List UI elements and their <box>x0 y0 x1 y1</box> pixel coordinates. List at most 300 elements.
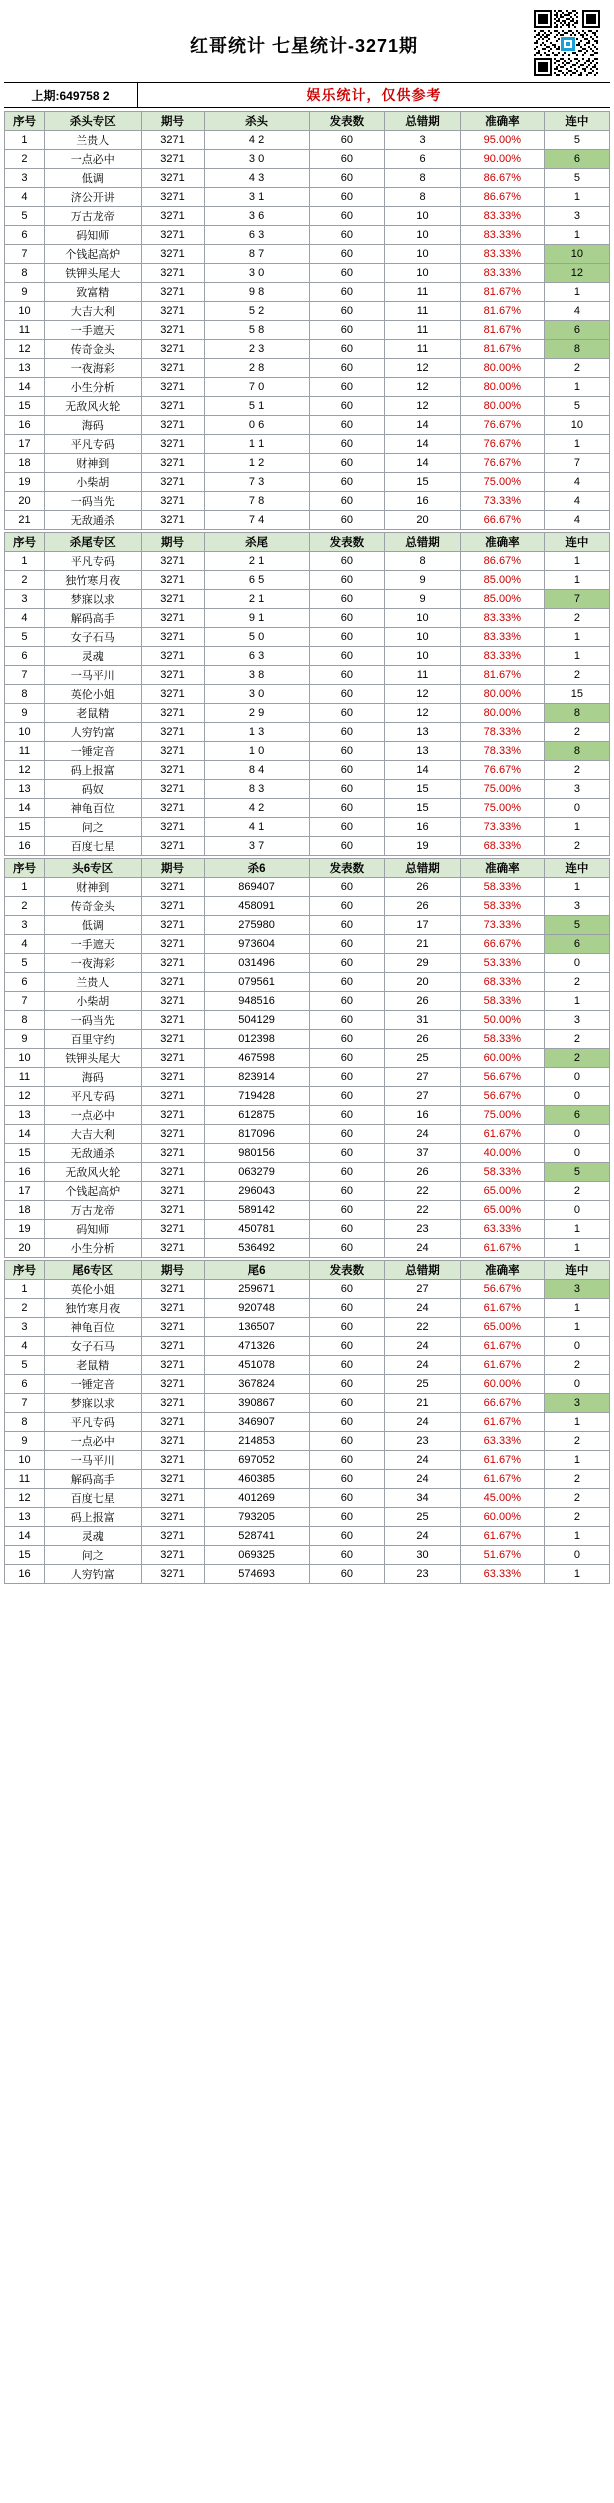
cell-序号: 19 <box>5 1220 45 1239</box>
cell-准确率: 60.00% <box>460 1508 544 1527</box>
cell-期号: 3271 <box>141 1451 204 1470</box>
column-header: 总错期 <box>385 112 461 131</box>
cell-期号: 3271 <box>141 454 204 473</box>
cell-期号: 3271 <box>141 188 204 207</box>
cell-杀头: 7 3 <box>204 473 309 492</box>
cell-序号: 12 <box>5 1489 45 1508</box>
cell-总错期: 9 <box>385 590 461 609</box>
cell-准确率: 95.00% <box>460 131 544 150</box>
cell-期号: 3271 <box>141 1049 204 1068</box>
qr-code-icon <box>534 10 600 76</box>
cell-尾6专区: 平凡专码 <box>44 1413 141 1432</box>
cell-连中: 4 <box>544 302 609 321</box>
cell-准确率: 66.67% <box>460 511 544 530</box>
cell-连中: 0 <box>544 1546 609 1565</box>
cell-期号: 3271 <box>141 723 204 742</box>
cell-准确率: 83.33% <box>460 609 544 628</box>
cell-连中: 3 <box>544 780 609 799</box>
cell-总错期: 24 <box>385 1299 461 1318</box>
cell-总错期: 31 <box>385 1011 461 1030</box>
cell-杀头专区: 平凡专码 <box>44 435 141 454</box>
cell-期号: 3271 <box>141 378 204 397</box>
cell-准确率: 66.67% <box>460 1394 544 1413</box>
cell-发表数: 60 <box>309 1318 385 1337</box>
cell-杀尾: 4 1 <box>204 818 309 837</box>
cell-总错期: 14 <box>385 435 461 454</box>
column-header: 准确率 <box>460 112 544 131</box>
cell-连中: 1 <box>544 283 609 302</box>
cell-准确率: 76.67% <box>460 761 544 780</box>
cell-准确率: 58.33% <box>460 992 544 1011</box>
cell-准确率: 58.33% <box>460 897 544 916</box>
cell-序号: 10 <box>5 1049 45 1068</box>
cell-总错期: 10 <box>385 264 461 283</box>
cell-总错期: 15 <box>385 473 461 492</box>
cell-准确率: 83.33% <box>460 647 544 666</box>
cell-总错期: 27 <box>385 1280 461 1299</box>
cell-头6专区: 百里守约 <box>44 1030 141 1049</box>
cell-序号: 17 <box>5 1182 45 1201</box>
cell-总错期: 16 <box>385 1106 461 1125</box>
cell-序号: 21 <box>5 511 45 530</box>
cell-发表数: 60 <box>309 397 385 416</box>
cell-准确率: 58.33% <box>460 878 544 897</box>
cell-发表数: 60 <box>309 935 385 954</box>
cell-连中: 2 <box>544 1356 609 1375</box>
cell-总错期: 10 <box>385 628 461 647</box>
cell-序号: 7 <box>5 666 45 685</box>
info-bar <box>4 82 610 108</box>
cell-杀头: 0 6 <box>204 416 309 435</box>
cell-连中: 3 <box>544 1394 609 1413</box>
cell-期号: 3271 <box>141 416 204 435</box>
table-row <box>5 1299 610 1318</box>
cell-杀6: 948516 <box>204 992 309 1011</box>
cell-序号: 13 <box>5 780 45 799</box>
cell-尾6专区: 独竹寒月夜 <box>44 1299 141 1318</box>
cell-准确率: 75.00% <box>460 780 544 799</box>
cell-连中: 10 <box>544 416 609 435</box>
cell-期号: 3271 <box>141 897 204 916</box>
cell-尾6: 367824 <box>204 1375 309 1394</box>
cell-总错期: 10 <box>385 609 461 628</box>
table-row <box>5 1356 610 1375</box>
cell-杀头专区: 小柴胡 <box>44 473 141 492</box>
cell-发表数: 60 <box>309 454 385 473</box>
cell-序号: 6 <box>5 647 45 666</box>
cell-杀头专区: 传奇金头 <box>44 340 141 359</box>
cell-尾6: 528741 <box>204 1527 309 1546</box>
cell-连中: 1 <box>544 1239 609 1258</box>
cell-连中: 8 <box>544 742 609 761</box>
cell-期号: 3271 <box>141 321 204 340</box>
table-row <box>5 378 610 397</box>
cell-连中: 2 <box>544 1508 609 1527</box>
cell-序号: 4 <box>5 935 45 954</box>
cell-发表数: 60 <box>309 897 385 916</box>
cell-杀6: 031496 <box>204 954 309 973</box>
cell-发表数: 60 <box>309 1239 385 1258</box>
cell-总错期: 12 <box>385 704 461 723</box>
table-row <box>5 973 610 992</box>
page-title-wrap <box>74 10 534 58</box>
cell-总错期: 37 <box>385 1144 461 1163</box>
cell-尾6专区: 英伦小姐 <box>44 1280 141 1299</box>
cell-序号: 2 <box>5 897 45 916</box>
cell-总错期: 24 <box>385 1527 461 1546</box>
table-row <box>5 302 610 321</box>
cell-杀尾: 1 3 <box>204 723 309 742</box>
cell-序号: 17 <box>5 435 45 454</box>
cell-发表数: 60 <box>309 1220 385 1239</box>
cell-尾6: 346907 <box>204 1413 309 1432</box>
cell-准确率: 60.00% <box>460 1375 544 1394</box>
cell-总错期: 14 <box>385 454 461 473</box>
cell-发表数: 60 <box>309 666 385 685</box>
cell-准确率: 83.33% <box>460 628 544 647</box>
cell-杀头专区: 一手遮天 <box>44 321 141 340</box>
cell-准确率: 76.67% <box>460 435 544 454</box>
cell-发表数: 60 <box>309 1068 385 1087</box>
cell-尾6专区: 问之 <box>44 1546 141 1565</box>
table-row <box>5 628 610 647</box>
column-header: 准确率 <box>460 1261 544 1280</box>
cell-总错期: 10 <box>385 647 461 666</box>
cell-连中: 4 <box>544 473 609 492</box>
column-header: 总错期 <box>385 533 461 552</box>
cell-连中: 2 <box>544 1049 609 1068</box>
cell-期号: 3271 <box>141 1565 204 1584</box>
cell-杀头: 2 3 <box>204 340 309 359</box>
column-header: 杀尾专区 <box>44 533 141 552</box>
table-row <box>5 454 610 473</box>
cell-杀头: 5 8 <box>204 321 309 340</box>
cell-杀6: 612875 <box>204 1106 309 1125</box>
cell-总错期: 11 <box>385 302 461 321</box>
column-header: 总错期 <box>385 859 461 878</box>
table-row <box>5 283 610 302</box>
table-header-row <box>5 1261 610 1280</box>
cell-期号: 3271 <box>141 340 204 359</box>
cell-期号: 3271 <box>141 973 204 992</box>
table-row <box>5 571 610 590</box>
cell-杀头专区: 济公开讲 <box>44 188 141 207</box>
cell-头6专区: 铁钾头尾大 <box>44 1049 141 1068</box>
cell-准确率: 68.33% <box>460 973 544 992</box>
cell-连中: 6 <box>544 321 609 340</box>
cell-发表数: 60 <box>309 1087 385 1106</box>
cell-准确率: 75.00% <box>460 799 544 818</box>
cell-期号: 3271 <box>141 704 204 723</box>
previous-period: 上期:649758 2 <box>4 83 138 107</box>
cell-连中: 2 <box>544 1470 609 1489</box>
cell-杀头: 8 7 <box>204 245 309 264</box>
cell-准确率: 85.00% <box>460 571 544 590</box>
cell-连中: 2 <box>544 837 609 856</box>
cell-连中: 0 <box>544 1144 609 1163</box>
cell-准确率: 83.33% <box>460 264 544 283</box>
cell-期号: 3271 <box>141 435 204 454</box>
cell-头6专区: 平凡专码 <box>44 1087 141 1106</box>
cell-准确率: 63.33% <box>460 1432 544 1451</box>
cell-总错期: 23 <box>385 1432 461 1451</box>
cell-序号: 4 <box>5 1337 45 1356</box>
cell-连中: 0 <box>544 1087 609 1106</box>
column-header: 杀尾 <box>204 533 309 552</box>
cell-发表数: 60 <box>309 1280 385 1299</box>
cell-序号: 3 <box>5 916 45 935</box>
cell-连中: 1 <box>544 878 609 897</box>
cell-杀尾: 8 4 <box>204 761 309 780</box>
cell-杀尾专区: 英伦小姐 <box>44 685 141 704</box>
cell-连中: 2 <box>544 666 609 685</box>
table-row <box>5 1030 610 1049</box>
cell-杀头: 4 3 <box>204 169 309 188</box>
table-row <box>5 1144 610 1163</box>
cell-总错期: 3 <box>385 131 461 150</box>
cell-准确率: 68.33% <box>460 837 544 856</box>
cell-杀6: 012398 <box>204 1030 309 1049</box>
table-header-row <box>5 859 610 878</box>
cell-发表数: 60 <box>309 837 385 856</box>
tables-container <box>0 111 614 1584</box>
cell-期号: 3271 <box>141 169 204 188</box>
cell-总错期: 24 <box>385 1413 461 1432</box>
cell-杀6: 458091 <box>204 897 309 916</box>
cell-序号: 13 <box>5 1106 45 1125</box>
cell-总错期: 26 <box>385 1030 461 1049</box>
table-row <box>5 1239 610 1258</box>
cell-发表数: 60 <box>309 973 385 992</box>
cell-连中: 2 <box>544 1489 609 1508</box>
cell-杀头: 2 8 <box>204 359 309 378</box>
cell-杀6: 817096 <box>204 1125 309 1144</box>
cell-发表数: 60 <box>309 1546 385 1565</box>
table-row <box>5 552 610 571</box>
cell-杀尾: 4 2 <box>204 799 309 818</box>
cell-连中: 3 <box>544 1011 609 1030</box>
cell-期号: 3271 <box>141 1182 204 1201</box>
cell-发表数: 60 <box>309 473 385 492</box>
table-row <box>5 916 610 935</box>
cell-发表数: 60 <box>309 1011 385 1030</box>
cell-连中: 1 <box>544 1220 609 1239</box>
cell-总错期: 21 <box>385 935 461 954</box>
cell-连中: 7 <box>544 590 609 609</box>
cell-总错期: 15 <box>385 780 461 799</box>
cell-发表数: 60 <box>309 1356 385 1375</box>
cell-序号: 14 <box>5 1527 45 1546</box>
cell-杀6: 450781 <box>204 1220 309 1239</box>
cell-准确率: 60.00% <box>460 1049 544 1068</box>
table-sha-wei <box>4 532 610 856</box>
cell-期号: 3271 <box>141 992 204 1011</box>
cell-杀尾专区: 梦寐以求 <box>44 590 141 609</box>
table-row <box>5 1337 610 1356</box>
cell-准确率: 61.67% <box>460 1239 544 1258</box>
table-row <box>5 131 610 150</box>
column-header: 发表数 <box>309 1261 385 1280</box>
cell-发表数: 60 <box>309 954 385 973</box>
table-row <box>5 609 610 628</box>
cell-准确率: 73.33% <box>460 492 544 511</box>
cell-序号: 11 <box>5 1470 45 1489</box>
page-title: 红哥统计 七星统计-3271期 <box>189 36 419 56</box>
cell-头6专区: 大吉大利 <box>44 1125 141 1144</box>
cell-杀6: 589142 <box>204 1201 309 1220</box>
cell-期号: 3271 <box>141 1125 204 1144</box>
cell-尾6: 214853 <box>204 1432 309 1451</box>
table-row <box>5 1470 610 1489</box>
cell-序号: 9 <box>5 1030 45 1049</box>
cell-连中: 1 <box>544 628 609 647</box>
cell-尾6: 471326 <box>204 1337 309 1356</box>
table-wei-liu <box>4 1260 610 1584</box>
cell-期号: 3271 <box>141 1011 204 1030</box>
cell-准确率: 81.67% <box>460 340 544 359</box>
cell-总错期: 14 <box>385 761 461 780</box>
cell-期号: 3271 <box>141 685 204 704</box>
cell-序号: 10 <box>5 723 45 742</box>
column-header: 期号 <box>141 533 204 552</box>
cell-期号: 3271 <box>141 283 204 302</box>
table-header-row <box>5 112 610 131</box>
cell-发表数: 60 <box>309 1508 385 1527</box>
cell-发表数: 60 <box>309 628 385 647</box>
table-row <box>5 666 610 685</box>
page-header <box>0 0 614 80</box>
cell-期号: 3271 <box>141 590 204 609</box>
cell-头6专区: 一点必中 <box>44 1106 141 1125</box>
cell-准确率: 53.33% <box>460 954 544 973</box>
cell-总错期: 25 <box>385 1375 461 1394</box>
cell-期号: 3271 <box>141 780 204 799</box>
cell-期号: 3271 <box>141 1527 204 1546</box>
cell-总错期: 16 <box>385 818 461 837</box>
table-row <box>5 1163 610 1182</box>
cell-发表数: 60 <box>309 1413 385 1432</box>
cell-发表数: 60 <box>309 552 385 571</box>
cell-期号: 3271 <box>141 264 204 283</box>
cell-尾6专区: 百度七星 <box>44 1489 141 1508</box>
cell-杀头: 1 1 <box>204 435 309 454</box>
cell-总错期: 24 <box>385 1356 461 1375</box>
cell-连中: 2 <box>544 973 609 992</box>
cell-准确率: 50.00% <box>460 1011 544 1030</box>
cell-总错期: 11 <box>385 283 461 302</box>
cell-连中: 1 <box>544 188 609 207</box>
column-header: 尾6 <box>204 1261 309 1280</box>
cell-准确率: 65.00% <box>460 1201 544 1220</box>
cell-期号: 3271 <box>141 1068 204 1087</box>
cell-期号: 3271 <box>141 1337 204 1356</box>
cell-杀尾: 6 3 <box>204 647 309 666</box>
cell-总错期: 17 <box>385 916 461 935</box>
cell-总错期: 24 <box>385 1239 461 1258</box>
cell-准确率: 45.00% <box>460 1489 544 1508</box>
cell-发表数: 60 <box>309 1299 385 1318</box>
cell-连中: 2 <box>544 609 609 628</box>
cell-序号: 18 <box>5 1201 45 1220</box>
cell-准确率: 86.67% <box>460 169 544 188</box>
cell-准确率: 90.00% <box>460 150 544 169</box>
cell-序号: 4 <box>5 188 45 207</box>
cell-杀尾专区: 独竹寒月夜 <box>44 571 141 590</box>
cell-序号: 12 <box>5 761 45 780</box>
cell-杀头专区: 小生分析 <box>44 378 141 397</box>
cell-总错期: 6 <box>385 150 461 169</box>
table-row <box>5 1182 610 1201</box>
cell-连中: 3 <box>544 207 609 226</box>
cell-准确率: 61.67% <box>460 1413 544 1432</box>
cell-连中: 0 <box>544 799 609 818</box>
cell-准确率: 61.67% <box>460 1299 544 1318</box>
cell-总错期: 27 <box>385 1068 461 1087</box>
cell-尾6专区: 码上报富 <box>44 1508 141 1527</box>
cell-连中: 2 <box>544 723 609 742</box>
cell-杀尾: 5 0 <box>204 628 309 647</box>
cell-期号: 3271 <box>141 761 204 780</box>
table-row <box>5 1394 610 1413</box>
cell-发表数: 60 <box>309 1451 385 1470</box>
cell-序号: 5 <box>5 1356 45 1375</box>
cell-期号: 3271 <box>141 1375 204 1394</box>
cell-连中: 1 <box>544 1299 609 1318</box>
cell-序号: 6 <box>5 226 45 245</box>
cell-连中: 0 <box>544 1068 609 1087</box>
cell-序号: 15 <box>5 397 45 416</box>
cell-连中: 8 <box>544 704 609 723</box>
table-row <box>5 954 610 973</box>
cell-杀6: 973604 <box>204 935 309 954</box>
table-row <box>5 264 610 283</box>
cell-杀尾: 9 1 <box>204 609 309 628</box>
cell-总错期: 9 <box>385 571 461 590</box>
cell-尾6: 136507 <box>204 1318 309 1337</box>
cell-头6专区: 码知师 <box>44 1220 141 1239</box>
cell-发表数: 60 <box>309 359 385 378</box>
cell-发表数: 60 <box>309 878 385 897</box>
cell-准确率: 80.00% <box>460 378 544 397</box>
cell-尾6专区: 女子石马 <box>44 1337 141 1356</box>
cell-准确率: 58.33% <box>460 1030 544 1049</box>
cell-期号: 3271 <box>141 1356 204 1375</box>
cell-期号: 3271 <box>141 1470 204 1489</box>
cell-连中: 2 <box>544 359 609 378</box>
cell-期号: 3271 <box>141 878 204 897</box>
cell-连中: 0 <box>544 954 609 973</box>
cell-准确率: 80.00% <box>460 359 544 378</box>
cell-总错期: 23 <box>385 1220 461 1239</box>
cell-序号: 10 <box>5 1451 45 1470</box>
cell-连中: 12 <box>544 264 609 283</box>
cell-杀头专区: 财神到 <box>44 454 141 473</box>
cell-总错期: 34 <box>385 1489 461 1508</box>
cell-发表数: 60 <box>309 1394 385 1413</box>
cell-发表数: 60 <box>309 1489 385 1508</box>
cell-总错期: 27 <box>385 1087 461 1106</box>
cell-杀头: 3 1 <box>204 188 309 207</box>
column-header: 序号 <box>5 533 45 552</box>
cell-头6专区: 小柴胡 <box>44 992 141 1011</box>
cell-期号: 3271 <box>141 207 204 226</box>
cell-发表数: 60 <box>309 780 385 799</box>
cell-准确率: 63.33% <box>460 1220 544 1239</box>
table-row <box>5 416 610 435</box>
cell-连中: 1 <box>544 571 609 590</box>
cell-总错期: 8 <box>385 188 461 207</box>
cell-期号: 3271 <box>141 647 204 666</box>
